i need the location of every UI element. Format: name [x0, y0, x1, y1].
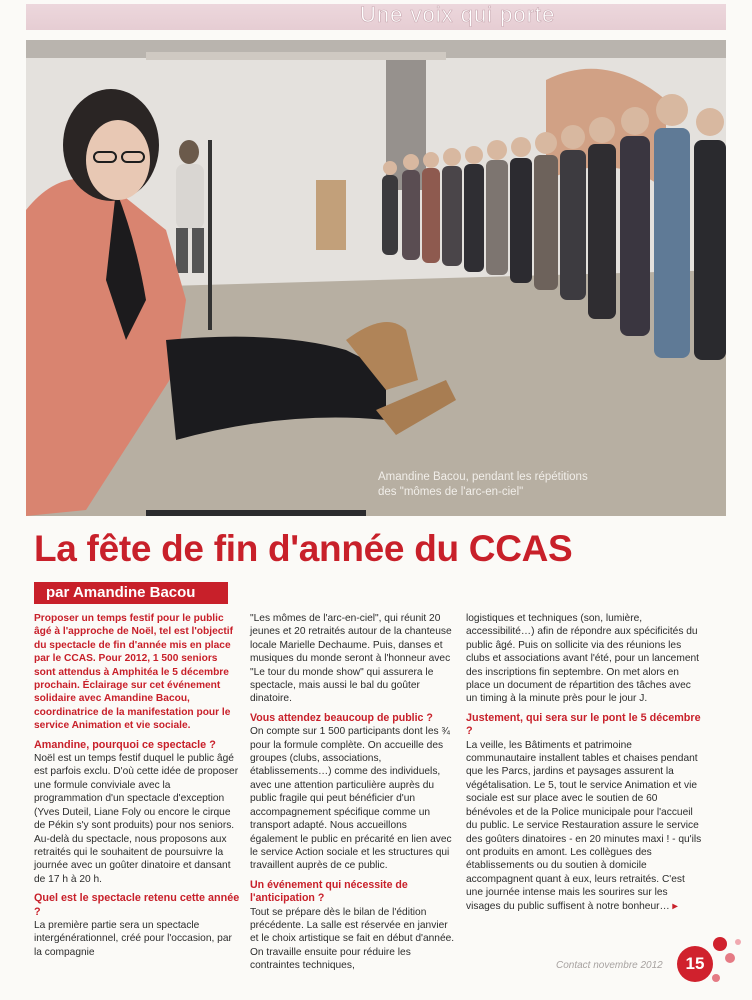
question-3: Vous attendez beaucoup de public ?: [250, 711, 433, 724]
answer-2-start: La première partie sera un spectacle intergénérationnel, créé pour l'occasion, par la compagnie: [34, 919, 232, 958]
answer-5: [466, 739, 704, 913]
answer-4-end: logistiques et techniques (son, lumière, accessibilité…) afin de répondre aux spécificités du public âgé. Puis on sollicite via des réunions les clubs et associations avant l'été, pour un lancement des inscriptions fin septembre. On met alors en place un document de répartition des tâches avec un timing à la minute près pour le jour J.: [466, 613, 699, 705]
answer-2-end: "Les mômes de l'arc-en-ciel", qui réunit 20 jeunes et 20 retraités autour de la chanteuse locale Marielle Dechaume. Puis, danses et musiques du monde seront à l'honneur avec "Le tour du monde show" qui assurera le spectacle, mais aussi le bal du goûter dinatoire.: [250, 613, 452, 705]
caption-line-1: Amandine Bacou, pendant les répétitions: [378, 471, 588, 483]
article-photo: [26, 40, 726, 516]
answer-4-start: Tout se prépare dès le bilan de l'édition précédente. La salle est réservée en janvier et le choix artistique se fait en début d'année. On travaille ensuite pour réduire les contraintes techniques,: [250, 906, 455, 972]
question-2: Quel est le spectacle retenu cette année ?: [34, 892, 240, 918]
article-intro: Proposer un temps festif pour le public âgé à l'approche de Noël, tel est l'objectif du spectacle de fin d'année mis en place par le CCAS. Pour 2012, 1 500 seniors sont attendus à Amphitéa le 5 décembre prochain. Éclairage sur cet événement solidaire avec Amandine Bacou, coordinatrice de la manifestation pour le service Animation et vie sociale.: [34, 613, 234, 732]
answer-3: On compte sur 1 500 participants dont les ¾ pour la formule complète. On accueille des groupes (clubs, associations, établissements…) comme des individuels, avec une attention particulière auprès du public fragile qui peut bénéficier d'un accompagnement spécifique comme un transport adapté. Nous accueillons également le public en précarité en lien avec le service Action sociale et les structures qui travaillent auprès de ce public.: [250, 726, 452, 872]
question-1: Amandine, pourquoi ce spectacle ?: [34, 738, 216, 751]
article-byline: par Amandine Bacou: [46, 584, 196, 601]
footer-magazine-label: Contact novembre 2012: [556, 960, 663, 971]
page-number: 15: [685, 954, 705, 973]
answer-5-text: La veille, les Bâtiments et patrimoine communautaire installent tables et chaises pendant que les Parcs, jardins et paysages assurent la végétalisation. Le 5, tout le service Animation et vie sociale est sur place avec le soutien de 60 bénévoles et de la Police municipale pour l'accueil du public. Le service Restauration assure le service des goûters dinatoires - en 20 minutes maxi ! - qu'ils ont produits en amont. Les collègues des établissements ou du soutien à domicile accompagnent quant à eux, leurs retraités. C'est une journée intense mais les sourires sur les visages du public suffisent à notre bonheur…: [466, 739, 702, 912]
caption-line-2: des "mômes de l'arc-en-ciel": [378, 486, 524, 498]
question-4: Un événement qui nécessite de l'anticipation ?: [250, 878, 408, 905]
column-1: [34, 612, 240, 959]
end-mark-icon: ▸: [672, 900, 678, 912]
article-title: La fête de fin d'année du CCAS: [34, 528, 573, 569]
photo-caption: [378, 470, 678, 500]
column-3: [466, 612, 704, 913]
rehearsal-photo-illustration: [26, 40, 726, 516]
question-5: Justement, qui sera sur le pont le 5 décembre ?: [466, 711, 701, 738]
column-2: [250, 612, 456, 973]
answer-1: Noël est un temps festif duquel le public âgé est parfois exclu. D'où cette idée de proposer une formule conviviale avec la programmation d'un spectacle d'exception (Yves Duteil, Liane Foly ou encore le cirque de Pékin s'y sont produits) pour nos seniors. Au-delà du spectacle, nous proposons aux retraités qui le souhaitent de poursuivre la journée avec un goûter dinatoire et dansant de 17 h à 20 h.: [34, 753, 239, 885]
section-title: Une voix qui porte: [360, 2, 556, 27]
